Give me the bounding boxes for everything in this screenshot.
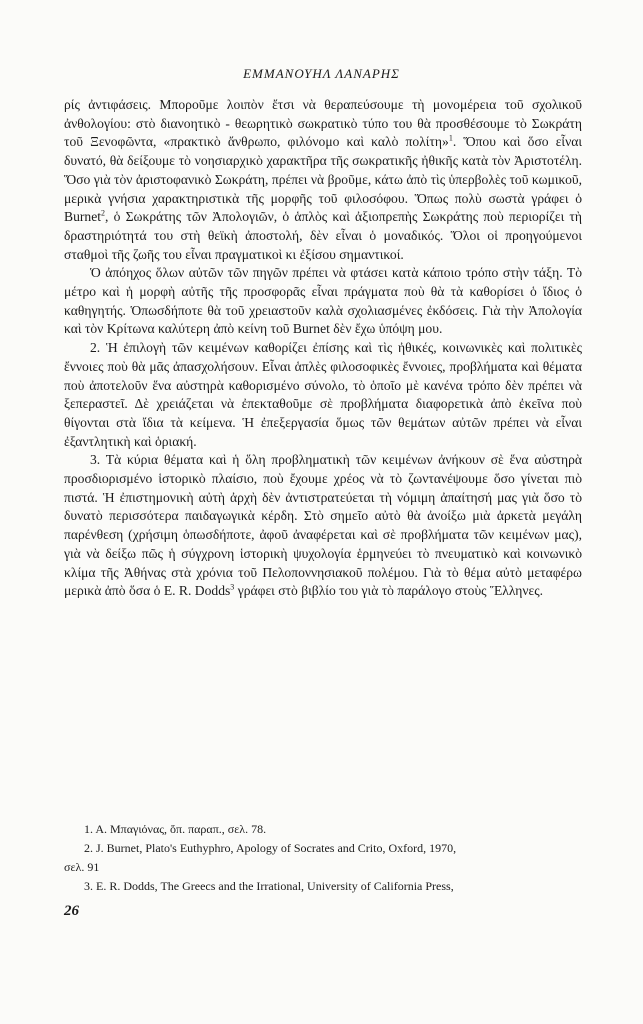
paragraph-2: Ὁ ἀπόηχος ὅλων αὐτῶν τῶν πηγῶν πρέπει νὰ φτάσει κατὰ κάποιο τρόπο στὴν τάξη. Τὸ μέτρο καὶ ἡ μορφὴ αὐτῆς τῆς προσφορᾶς εἶναι πράγματα ποὺ θὰ τὰ καθορίσει ὁ ἴδιος ὁ καθηγητής. Ὁπωσδήποτε θὰ τοῦ χρειαστοῦν καλὰ σχολιασμένες ἐκδόσεις. Γιὰ τὴν Ἀπολογία καὶ τὸν Κρίτωνα καλύτερη ἀπὸ κείνη τοῦ Burnet δὲν ἔχω ὑπόψη μου.	[64, 265, 582, 337]
footnote-2-continuation: σελ. 91	[64, 860, 100, 874]
footnote-1: 1. Α. Μπαγιόνας, ὅπ. παραπ., σελ. 78.	[84, 822, 267, 836]
page-number: 26	[64, 903, 79, 919]
footnote-2: 2. J. Burnet, Plato's Euthyphro, Apology of Socrates and Crito, Oxford, 1970,	[84, 841, 457, 855]
paragraph-1: ρίς ἀντιφάσεις. Μποροῦμε λοιπὸν ἔτσι νὰ θεραπεύσουμε τὴ μονομέρεια τοῦ σχολικοῦ ἀνθολογίου: στὸ διανοητικὸ - θεωρητικὸ σωκρατικὸ τύπο του θὰ προσθέσουμε τὸ Σωκράτη τοῦ Ξενοφῶντα, «πρακτικὸ ἄνθρωπο, φιλόνομο καὶ καλὸ πολίτη»$^1$. Ὅπου καὶ ὅσο εἶναι δυνατό, θὰ δείξουμε τὸ νοησιαρχικὸ χαρακτῆρα τῆς σωκρατικῆς ἠθικῆς κατὰ τὸν Ἀριστοτέλη. Ὅσο γιὰ τὸν ἀριστοφανικὸ Σωκράτη, πρέπει νὰ βροῦμε, κάτω ἀπὸ τὶς ὑπερβολὲς τοῦ κωμικοῦ, μερικὰ γνήσια χαρακτηριστικὰ τῆς μορφῆς τοῦ φιλοσόφου. Ὅπως πολὺ σωστὰ γράφει ὁ Burnet$^2$, ὁ Σωκράτης τῶν Ἀπολογιῶν, ὁ ἁπλὸς καὶ ἀξιοπρεπὴς Σωκράτης ποὺ περιορίζει τὴ δραστηριότητά του στὴ θεϊκὴ ἀποστολή, δὲν εἶναι ὁ μοναδικός. Ὅλοι οἱ προηγούμενοι σταθμοὶ τῆς ζωῆς του εἶναι πραγματικοὶ κι ἐξίσου σημαντικοί.	[64, 97, 582, 262]
footnote-ref-3: 3	[230, 582, 235, 592]
body-text	[64, 96, 582, 601]
footnote-3: 3. E. R. Dodds, The Greecs and the Irrational, University of California Press,	[84, 879, 454, 893]
footnote-ref-2: 2	[101, 208, 105, 218]
footnote-ref-1: 1	[448, 133, 453, 143]
footnotes	[64, 820, 582, 896]
paragraph-3: 2. Ἡ ἐπιλογὴ τῶν κειμένων καθορίζει ἐπίσης καὶ τὶς ἠθικές, κοινωνικὲς καὶ πολιτικὲς ἔννοιες ποὺ θὰ μᾶς ἀπασχολήσουν. Εἶναι ἁπλὲς φιλοσοφικὲς ἔννοιες, προβλήματα καὶ θέματα ποὺ ἀποτελοῦν ἕνα αὐστηρὰ καθορισμένο σύνολο, τὸ ὁποῖο μὲ κανένα τρόπο δὲν πρέπει νὰ ξεπεραστεῖ. Δὲ χρειάζεται νὰ ἐπεκταθοῦμε σὲ προβλήματα διαφορετικὰ ἀπὸ ἐκεῖνα ποὺ θίγονται στὰ ἴδια τὰ κείμενα. Ἡ ἐπεξεργασία ὅμως τῶν θεμάτων αὐτῶν πρέπει νὰ εἶναι ἐξαντλητικὴ καὶ ὁριακή.	[64, 340, 582, 449]
paragraph-4: 3. Τὰ κύρια θέματα καὶ ἡ ὅλη προβληματικὴ τῶν κειμένων ἀνήκουν σὲ ἕνα αὐστηρὰ προσδιορισμένο ἱστορικὸ πλαίσιο, ποὺ ἔχουμε χρέος νὰ τὸ ζωντανέψουμε ὅσο γίνεται πιὸ πιστά. Ἡ ἐπιστημονικὴ αὐτὴ ἀρχὴ δὲν ἀντιστρατεύεται τὴ νόμιμη ἀπαίτησή μας γιὰ ὅσο τὸ δυνατὸ περισσότερα παιδαγωγικὰ κέρδη. Στὸ σημεῖο αὐτὸ θὰ ἀνοίξω μιὰ ἀρκετὰ μεγάλη παρένθεση (χρήσιμη ὁπωσδήποτε, ἀφοῦ ἀναφέρεται καὶ σὲ προβλήματα τῶν κειμένων μας), γιὰ νὰ δείξω πῶς ἡ σύγχρονη ἱστορικὴ ψυχολογία ἑρμηνεύει τὸ πνευματικὸ καὶ κοινωνικὸ κλίμα τῆς Ἀθήνας στὰ χρόνια τοῦ Πελοποννησιακοῦ πολέμου. Γιὰ τὸ θέμα αὐτὸ μεταφέρω μερικὰ ἀπὸ ὅσα ὁ E. R. Dodds$^3$ γράφει στὸ βιβλίο του γιὰ τὸ παράλογο στοὺς Ἕλληνες.	[64, 452, 582, 599]
running-head: ΕΜΜΑΝΟΥΗΛ ΛΑΝΑΡΗΣ	[243, 66, 400, 81]
